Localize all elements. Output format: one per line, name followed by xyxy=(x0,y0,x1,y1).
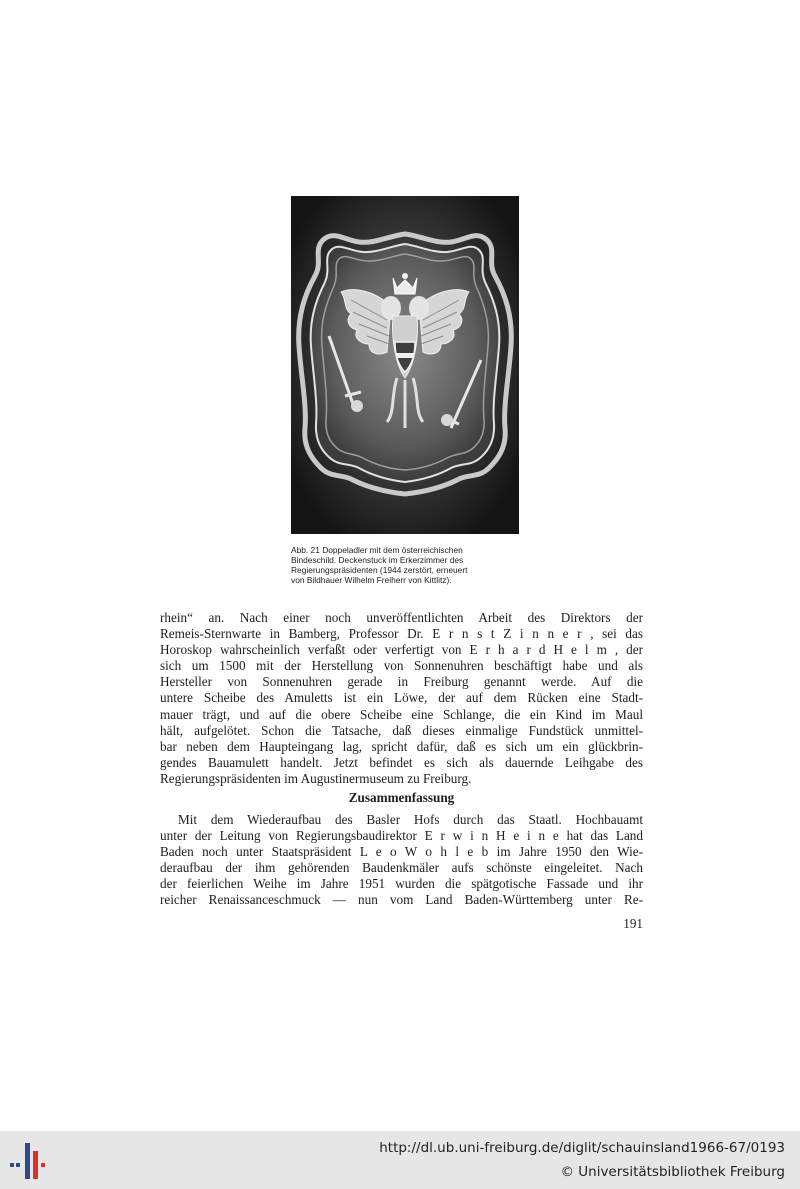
text-line: gendes Bauamulett handelt. Jetzt befindet es sich als dauernde Leihgabe des xyxy=(160,754,643,770)
caption-line: Regierungspräsidenten (1944 zerstört, erneuert xyxy=(291,565,468,575)
text-line: sich um 1500 mit der Herstellung von Sonnenuhren beschäftigt habe und als xyxy=(160,658,643,674)
library-logo-icon xyxy=(10,1143,50,1179)
source-url-link[interactable]: http://dl.ub.uni-freiburg.de/diglit/schauinsland1966-67/0193 xyxy=(379,1140,785,1156)
text-line: deraufbau der ihm gehörenden Baudenkmäler aufs schönste eingeleitet. Nach xyxy=(160,860,643,876)
figure-caption xyxy=(291,545,521,585)
copyright-text: © Universitätsbibliothek Freiburg xyxy=(560,1164,785,1180)
text-line: hält, aufgelötet. Schon die Tatsache, daß dieses einmalige Fundstück unmittel- xyxy=(160,722,643,738)
text-line: rhein“ an. Nach einer noch unveröffentlichten Arbeit des Direktors der xyxy=(160,610,643,625)
text-line: mauer trägt, und auf die obere Scheibe eine Schlange, die ein Kind im Maul xyxy=(160,706,643,722)
double-eagle-stucco-image xyxy=(291,196,519,534)
text-line: Horoskop wahrscheinlich verfaßt oder verfertigt von E r h a r d H e l m , der xyxy=(160,642,643,658)
body-paragraph xyxy=(160,812,643,909)
caption-line: Bindeschild. Deckenstuck im Erkerzimmer des xyxy=(291,555,464,565)
text-line: bar neben dem Haupteingang lag, spricht dafür, daß es sich um ein glückbrin- xyxy=(160,738,643,754)
text-line: Regierungspräsidenten im Augustinermuseum zu Freiburg. xyxy=(160,770,472,786)
caption-line: von Bildhauer Wilhelm Freiherr von Kittlitz). xyxy=(291,575,452,585)
text-line: Remeis-Sternwarte in Bamberg, Professor Dr. E r n s t Z i n n e r , sei das xyxy=(160,626,643,642)
text-line: Mit dem Wiederaufbau des Basler Hofs durch das Staatl. Hochbauamt xyxy=(178,812,643,827)
section-heading: Zusammenfassung xyxy=(348,790,455,805)
body-paragraph xyxy=(160,610,643,787)
caption-line: Abb. 21 Doppeladler mit dem österreichischen xyxy=(291,545,463,555)
page-number: 191 xyxy=(623,916,643,931)
text-line: untere Scheibe des Amuletts ist ein Löwe, der auf dem Rücken eine Stadt- xyxy=(160,690,643,706)
figure-photo xyxy=(291,196,519,534)
text-line: reicher Renaissanceschmuck — nun vom Land Baden-Württemberg unter Re- xyxy=(160,892,643,908)
text-line: Baden noch unter Staatspräsident L e o W o h l e b im Jahre 1950 den Wie- xyxy=(160,844,643,860)
text-line: Hersteller von Sonnenuhren gerade in Freiburg genannt werde. Auf die xyxy=(160,674,643,690)
text-line: der feierlichen Weihe im Jahre 1951 wurden die spätgotische Fassade und ihr xyxy=(160,876,643,892)
footer-bar xyxy=(0,1131,800,1189)
text-line: unter der Leitung von Regierungsbaudirektor E r w i n H e i n e hat das Land xyxy=(160,828,643,844)
